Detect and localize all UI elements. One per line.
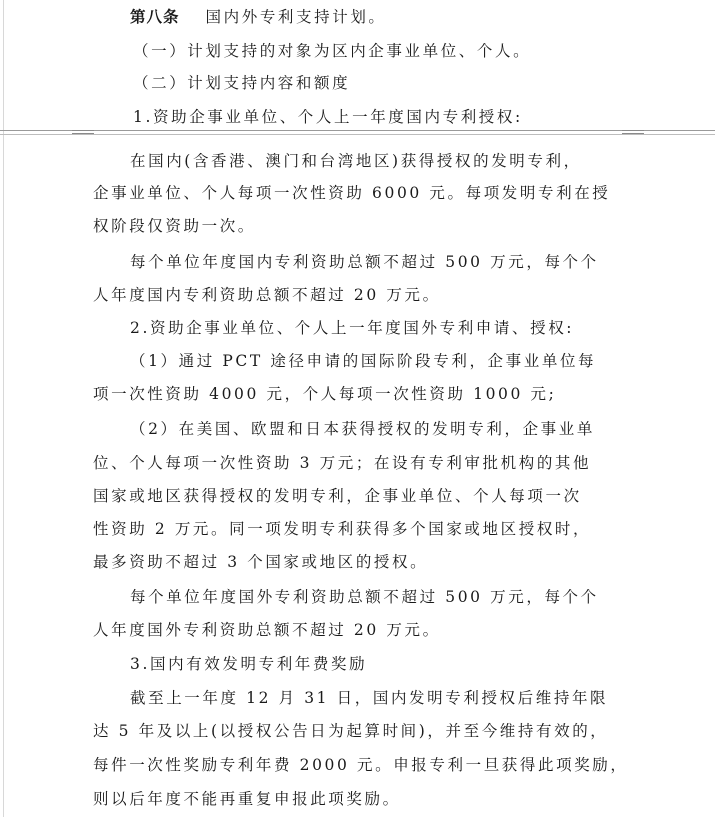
paragraph-line: 权阶段仅资助一次。 xyxy=(93,217,256,235)
paragraph-line: 3.国内有效发明专利年费奖励 xyxy=(130,655,368,673)
paragraph-line: 2.资助企事业单位、个人上一年度国外专利申请、授权: xyxy=(130,319,575,337)
page-break-marker-right xyxy=(622,128,644,138)
page-break-marker-left xyxy=(72,128,94,138)
paragraph-line: 位、个人每项一次性资助 3 万元；在设有专利审批机构的其他 xyxy=(93,454,592,472)
page-break-line xyxy=(0,130,715,131)
paragraph-line: 性资助 2 万元。同一项发明专利获得多个国家或地区授权时， xyxy=(93,520,592,538)
paragraph-line: 人年度国外专利资助总额不超过 20 万元。 xyxy=(93,621,441,639)
paragraph-line: 1.资助企事业单位、个人上一年度国内专利授权: xyxy=(133,108,523,126)
article-heading xyxy=(130,6,387,28)
paragraph-line: （一）计划支持的对象为区内企事业单位、个人。 xyxy=(133,42,532,60)
paragraph-line: 国家或地区获得授权的发明专利，企事业单位、个人每项一次 xyxy=(93,487,582,505)
page-left-edge xyxy=(3,0,4,817)
paragraph-line: （2）在美国、欧盟和日本获得授权的发明专利，企事业单 xyxy=(130,420,595,438)
paragraph-line: 则以后年度不能再重复申报此项奖励。 xyxy=(93,790,401,808)
paragraph-line: 人年度国内专利资助总额不超过 20 万元。 xyxy=(93,286,441,304)
paragraph-line: 企事业单位、个人每项一次性资助 6000 元。每项发明专利在授 xyxy=(93,184,611,202)
article-number: 第八条 xyxy=(130,7,180,26)
page-break-line xyxy=(0,134,715,135)
paragraph-line: 项一次性资助 4000 元，个人每项一次性资助 1000 元; xyxy=(93,385,557,403)
paragraph-line: 每个单位年度国外专利资助总额不超过 500 万元，每个个 xyxy=(130,588,599,606)
paragraph-line: 达 5 年及以上(以授权公告日为起算时间)，并至今维持有效的， xyxy=(93,722,609,740)
article-title: 国内外专利支持计划。 xyxy=(205,8,387,26)
paragraph-line: 每件一次性奖励专利年费 2000 元。申报专利一旦获得此项奖励， xyxy=(93,756,629,774)
paragraph-line: 截至上一年度 12 月 31 日，国内发明专利授权后维持年限 xyxy=(130,689,609,707)
paragraph-line: （二）计划支持内容和额度 xyxy=(133,74,351,92)
paragraph-line: 每个单位年度国内专利资助总额不超过 500 万元，每个个 xyxy=(130,253,599,271)
paragraph-line: （1）通过 PCT 途径申请的国际阶段专利，企事业单位每 xyxy=(130,352,597,370)
paragraph-line: 在国内(含香港、澳门和台湾地区)获得授权的发明专利， xyxy=(130,152,582,170)
paragraph-line: 最多资助不超过 3 个国家或地区的授权。 xyxy=(93,553,429,571)
